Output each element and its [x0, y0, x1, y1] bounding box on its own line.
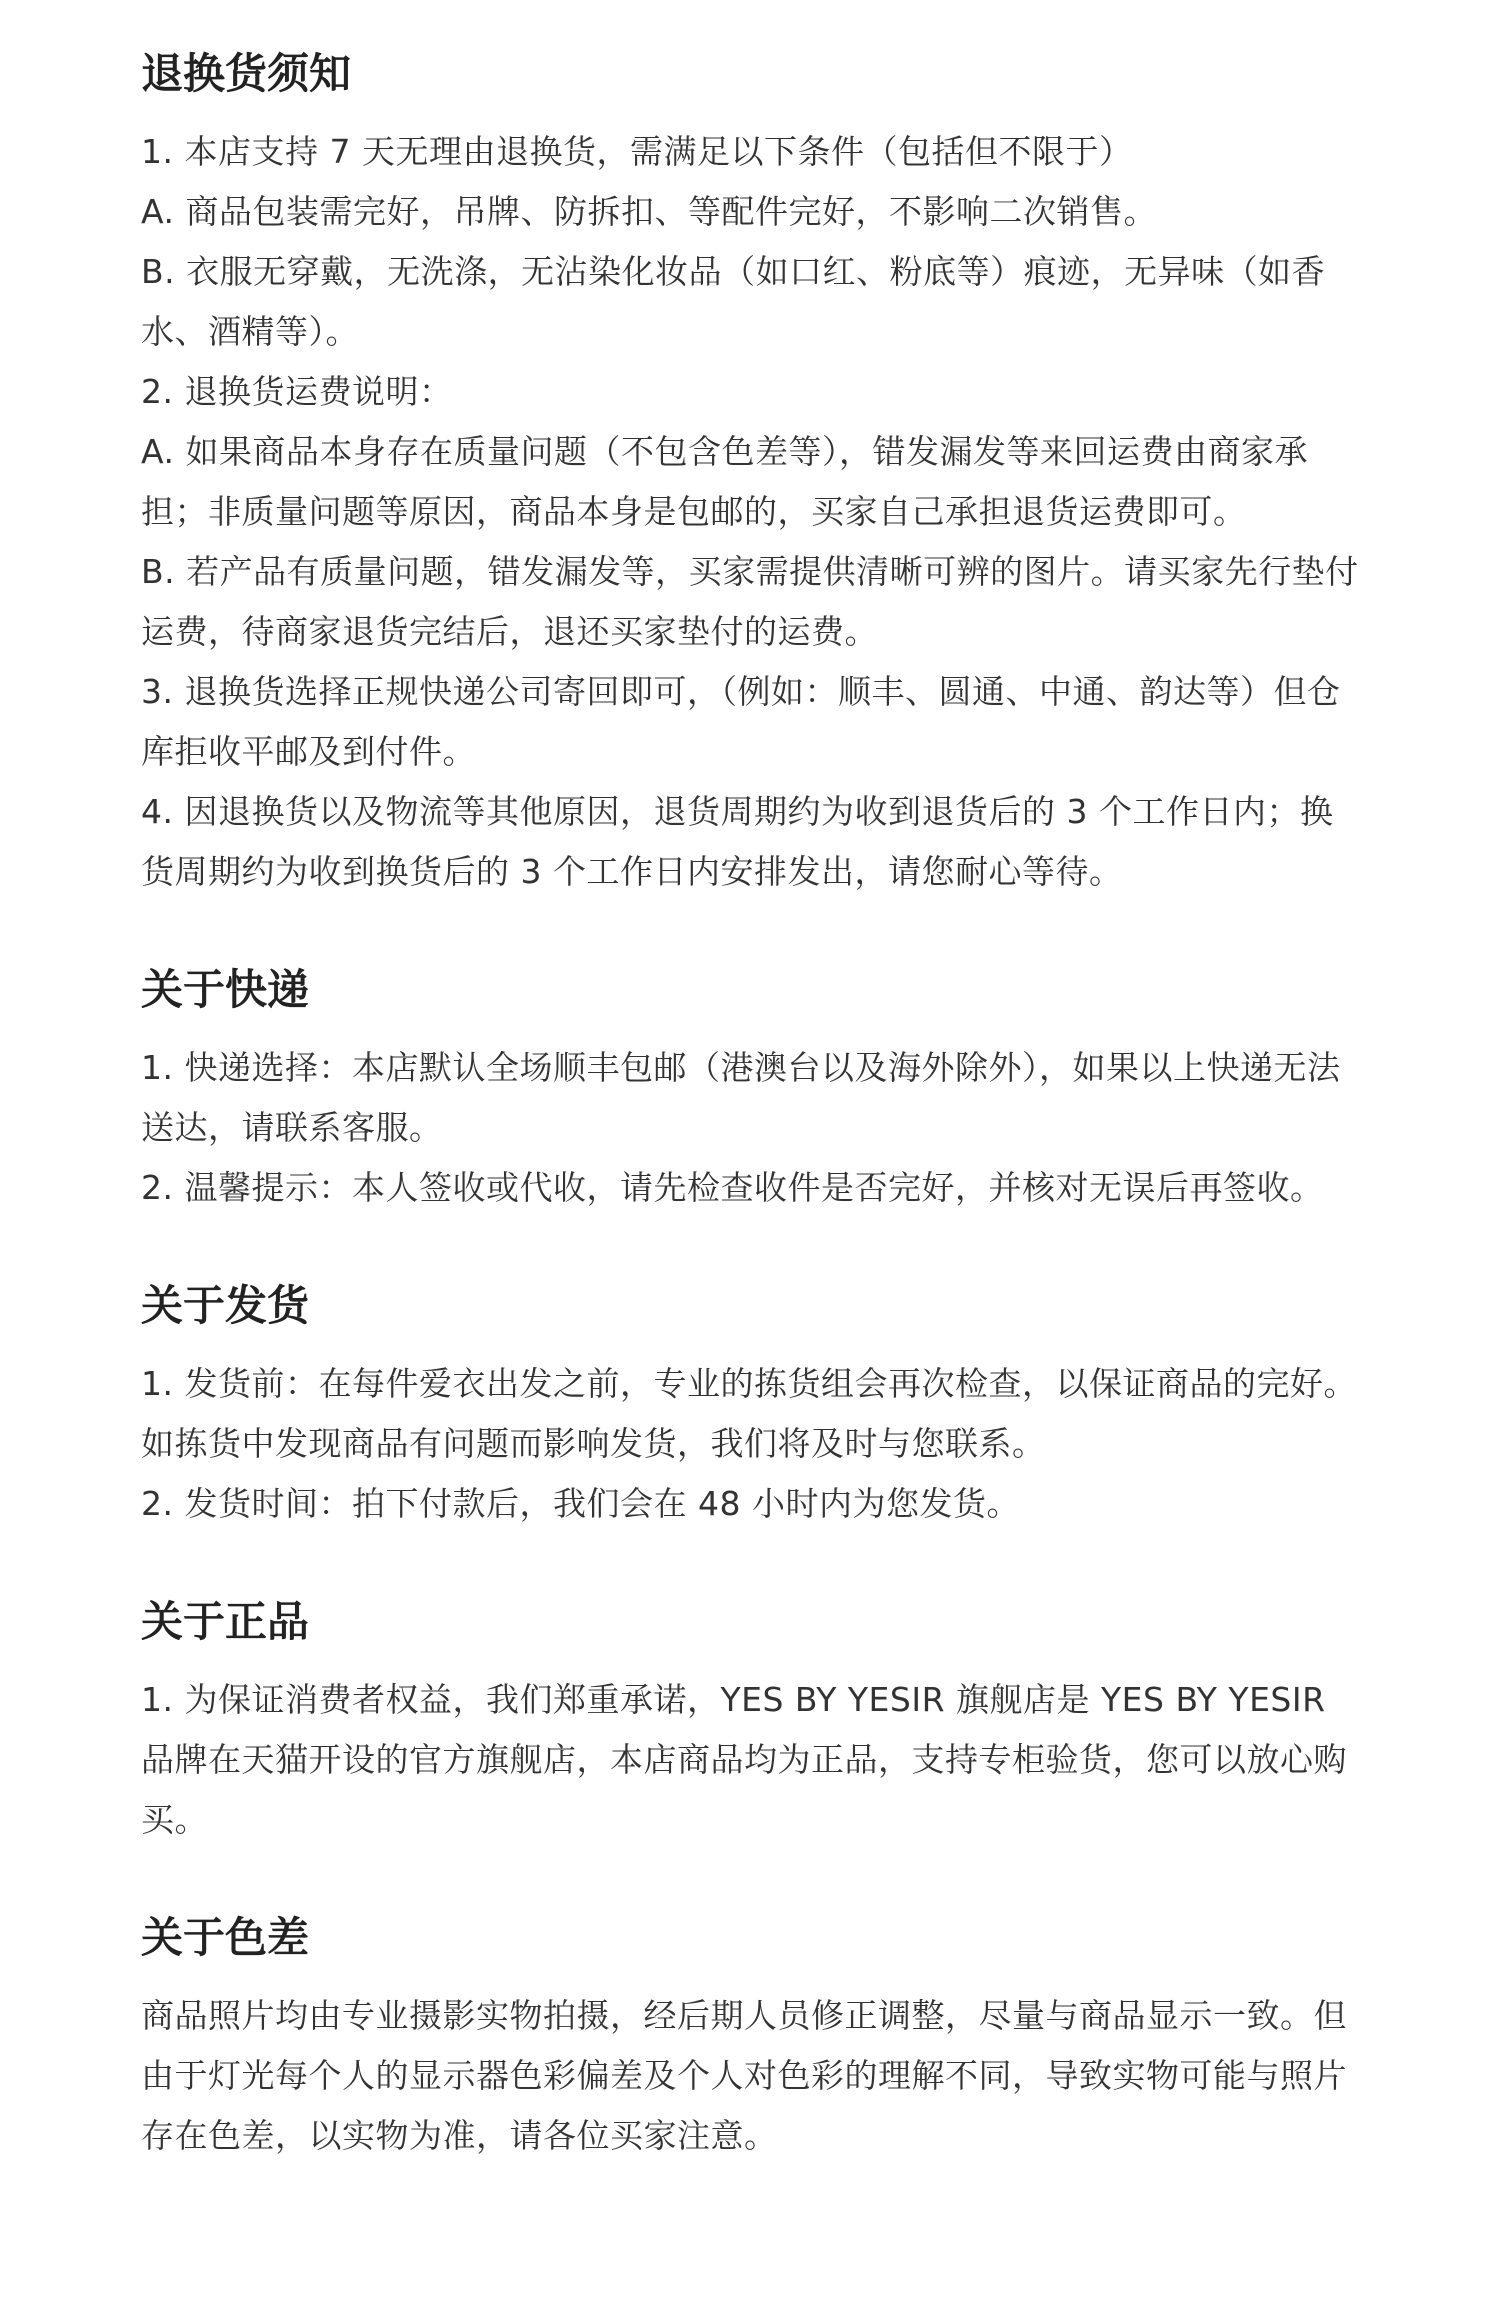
paragraph: 1. 为保证消费者权益，我们郑重承诺，YES BY YESIR 旗舰店是 YES BY YESIR 品牌在天猫开设的官方旗舰店，本店商品均为正品，支持专柜验货，您可以放心购买。 [141, 1680, 1347, 1839]
paragraph: 4. 因退换货以及物流等其他原因，退货周期约为收到退货后的 3 个工作日内；换货周期约为收到换货后的 3 个工作日内安排发出，请您耐心等待。 [141, 792, 1334, 891]
section-title: 关于快递 [141, 965, 310, 1014]
paragraph: 2. 发货时间：拍下付款后，我们会在 48 小时内为您发货。 [141, 1484, 1020, 1523]
paragraph: 3. 退换货选择正规快递公司寄回即可，（例如：顺丰、圆通、中通、韵达等）但仓库拒收平邮及到付件。 [141, 672, 1341, 771]
section-color-difference [141, 1912, 1363, 2166]
paragraph: B. 若产品有质量问题，错发漏发等，买家需提供清晰可辨的图片。请买家先行垫付运费，待商家退货完结后，退还买家垫付的运费。 [141, 552, 1359, 651]
section-dispatch [141, 1280, 1363, 1534]
section-courier [141, 964, 1363, 1218]
section-title: 退换货须知 [141, 49, 352, 98]
paragraph: A. 如果商品本身存在质量问题（不包含色差等），错发漏发等来回运费由商家承担；非质量问题等原因，商品本身是包邮的，买家自己承担退货运费即可。 [141, 432, 1308, 531]
paragraph: 1. 本店支持 7 天无理由退换货，需满足以下条件（包括但不限于） [141, 132, 1133, 171]
policy-document [141, 48, 1363, 2166]
section-title: 关于色差 [141, 1913, 310, 1962]
paragraph: A. 商品包装需完好，吊牌、防拆扣、等配件完好，不影响二次销售。 [141, 192, 1157, 231]
section-title: 关于正品 [141, 1597, 310, 1646]
paragraph: B. 衣服无穿戴，无洗涤，无沾染化妆品（如口红、粉底等）痕迹，无异味（如香水、酒精等）。 [141, 252, 1326, 351]
paragraph: 2. 退换货运费说明： [141, 372, 453, 411]
section-authentic [141, 1596, 1363, 1850]
paragraph: 1. 发货前：在每件爱衣出发之前，专业的拣货组会再次检查，以保证商品的完好。如拣货中发现商品有问题而影响发货，我们将及时与您联系。 [141, 1364, 1357, 1463]
section-returns-exchange [141, 48, 1363, 902]
section-title: 关于发货 [141, 1281, 310, 1330]
paragraph: 2. 温馨提示：本人签收或代收，请先检查收件是否完好，并核对无误后再签收。 [141, 1168, 1324, 1207]
paragraph: 1. 快递选择：本店默认全场顺丰包邮（港澳台以及海外除外），如果以上快递无法送达，请联系客服。 [141, 1048, 1341, 1147]
paragraph: 商品照片均由专业摄影实物拍摄，经后期人员修正调整，尽量与商品显示一致。但由于灯光每个人的显示器色彩偏差及个人对色彩的理解不同，导致实物可能与照片存在色差，以实物为准，请各位买家注意。 [141, 1996, 1347, 2155]
